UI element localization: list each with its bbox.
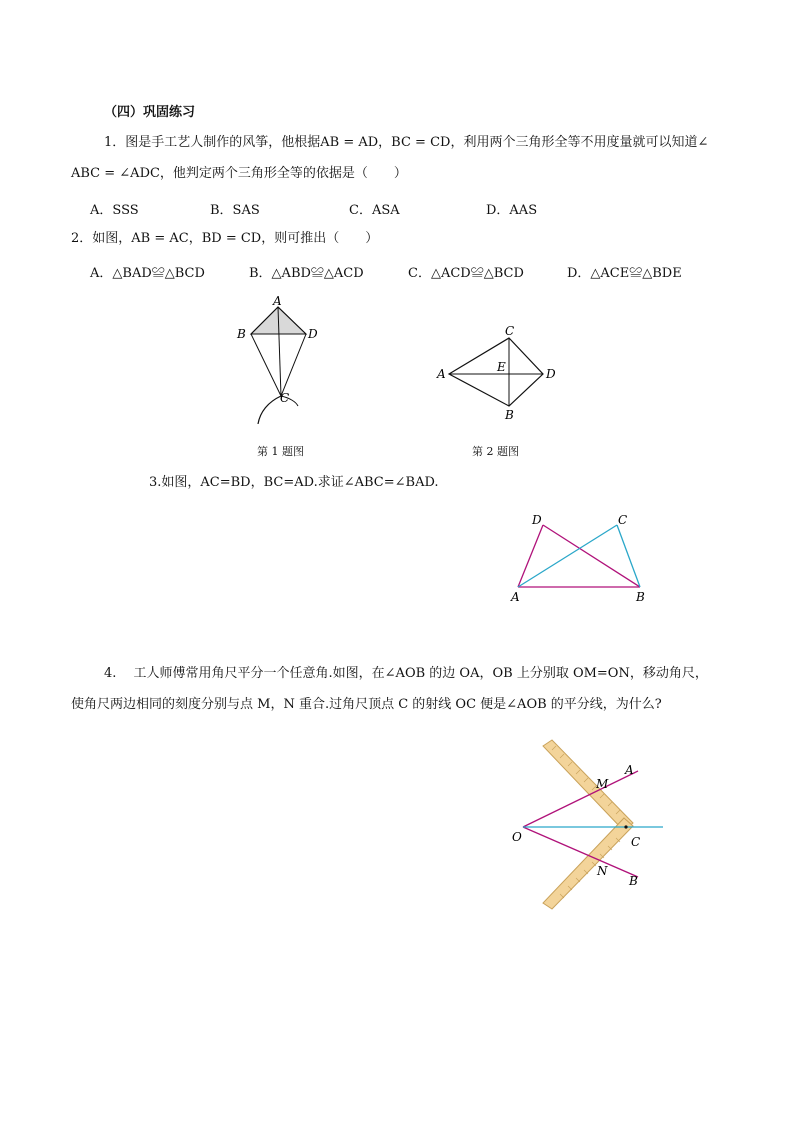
q2-option-d: D．△ACE≌△BDE (567, 266, 682, 281)
quad-label-d: D (546, 367, 556, 381)
kite-label-b: B (237, 327, 246, 341)
q4-line1: 4. 工人师傅常用角尺平分一个任意角.如图，在∠AOB 的边 OA，OB 上分别取 OM=ON，移动角尺， (104, 666, 708, 681)
q2-line1: 2．如图，AB = AC，BD = CD，则可推出（ ） (71, 231, 379, 246)
q1-line1: 1．图是手工艺人制作的风筝，他根据AB = AD，BC = CD，利用两个三角形全等不用度量就可以知道∠ (104, 135, 709, 150)
fig4-label-m: M (596, 777, 609, 791)
section-heading: （四）巩固练习 (104, 105, 196, 120)
segment-ac (518, 525, 617, 587)
quad-label-b: B (505, 408, 514, 422)
fig4-label-o: O (512, 830, 522, 844)
segment-cb (617, 525, 640, 587)
kite-label-c: C (280, 391, 290, 405)
point-c (624, 825, 627, 828)
ruler-ticks (552, 746, 620, 898)
kite-label-d: D (308, 327, 318, 341)
fig1-caption: 第 1 题图 (257, 445, 304, 458)
quad-label-e: E (497, 360, 506, 374)
kite-figure (228, 292, 338, 424)
q2-option-b: B．△ABD≌△ACD (249, 266, 364, 281)
q1-option-d: D．AAS (486, 203, 538, 218)
q3-line1: 3.如图，AC=BD，BC=AD.求证∠ABC=∠BAD. (149, 475, 439, 490)
ruler-upper-arm (543, 740, 633, 831)
fig4-label-b: B (629, 874, 638, 888)
triangle-pair-figure (505, 510, 655, 606)
fig4-label-c: C (631, 835, 641, 849)
quad-label-c: C (505, 324, 515, 338)
q2-option-a: A．△BAD≌△BCD (90, 266, 205, 281)
q2-option-c: C．△ACD≌△BCD (408, 266, 524, 281)
fig3-label-b: B (636, 590, 645, 604)
q4-line2: 使角尺两边相同的刻度分别与点 M，N 重合.过角尺顶点 C 的射线 OC 便是∠AOB 的平分线，为什么? (71, 697, 662, 712)
q1-option-a: A．SSS (90, 203, 139, 218)
q1-option-b: B．SAS (210, 203, 260, 218)
fig3-label-c: C (618, 513, 628, 527)
segment-db (543, 525, 640, 587)
fig3-label-a: A (511, 590, 520, 604)
quad-label-a: A (437, 367, 446, 381)
quad-outline (449, 338, 543, 406)
fig4-label-a: A (625, 763, 634, 777)
q1-option-c: C．ASA (349, 203, 400, 218)
q1-line2: ABC = ∠ADC，他判定两个三角形全等的依据是（ ） (71, 166, 407, 181)
angle-ruler-figure (508, 738, 668, 916)
ruler-lower-arm (543, 818, 633, 909)
fig3-label-d: D (532, 513, 542, 527)
fig4-label-n: N (597, 864, 608, 878)
quadrilateral-figure (432, 324, 562, 424)
fig2-caption: 第 2 题图 (472, 445, 519, 458)
kite-label-a: A (273, 294, 282, 308)
kite-tail (258, 396, 281, 424)
segment-ad (518, 525, 543, 587)
